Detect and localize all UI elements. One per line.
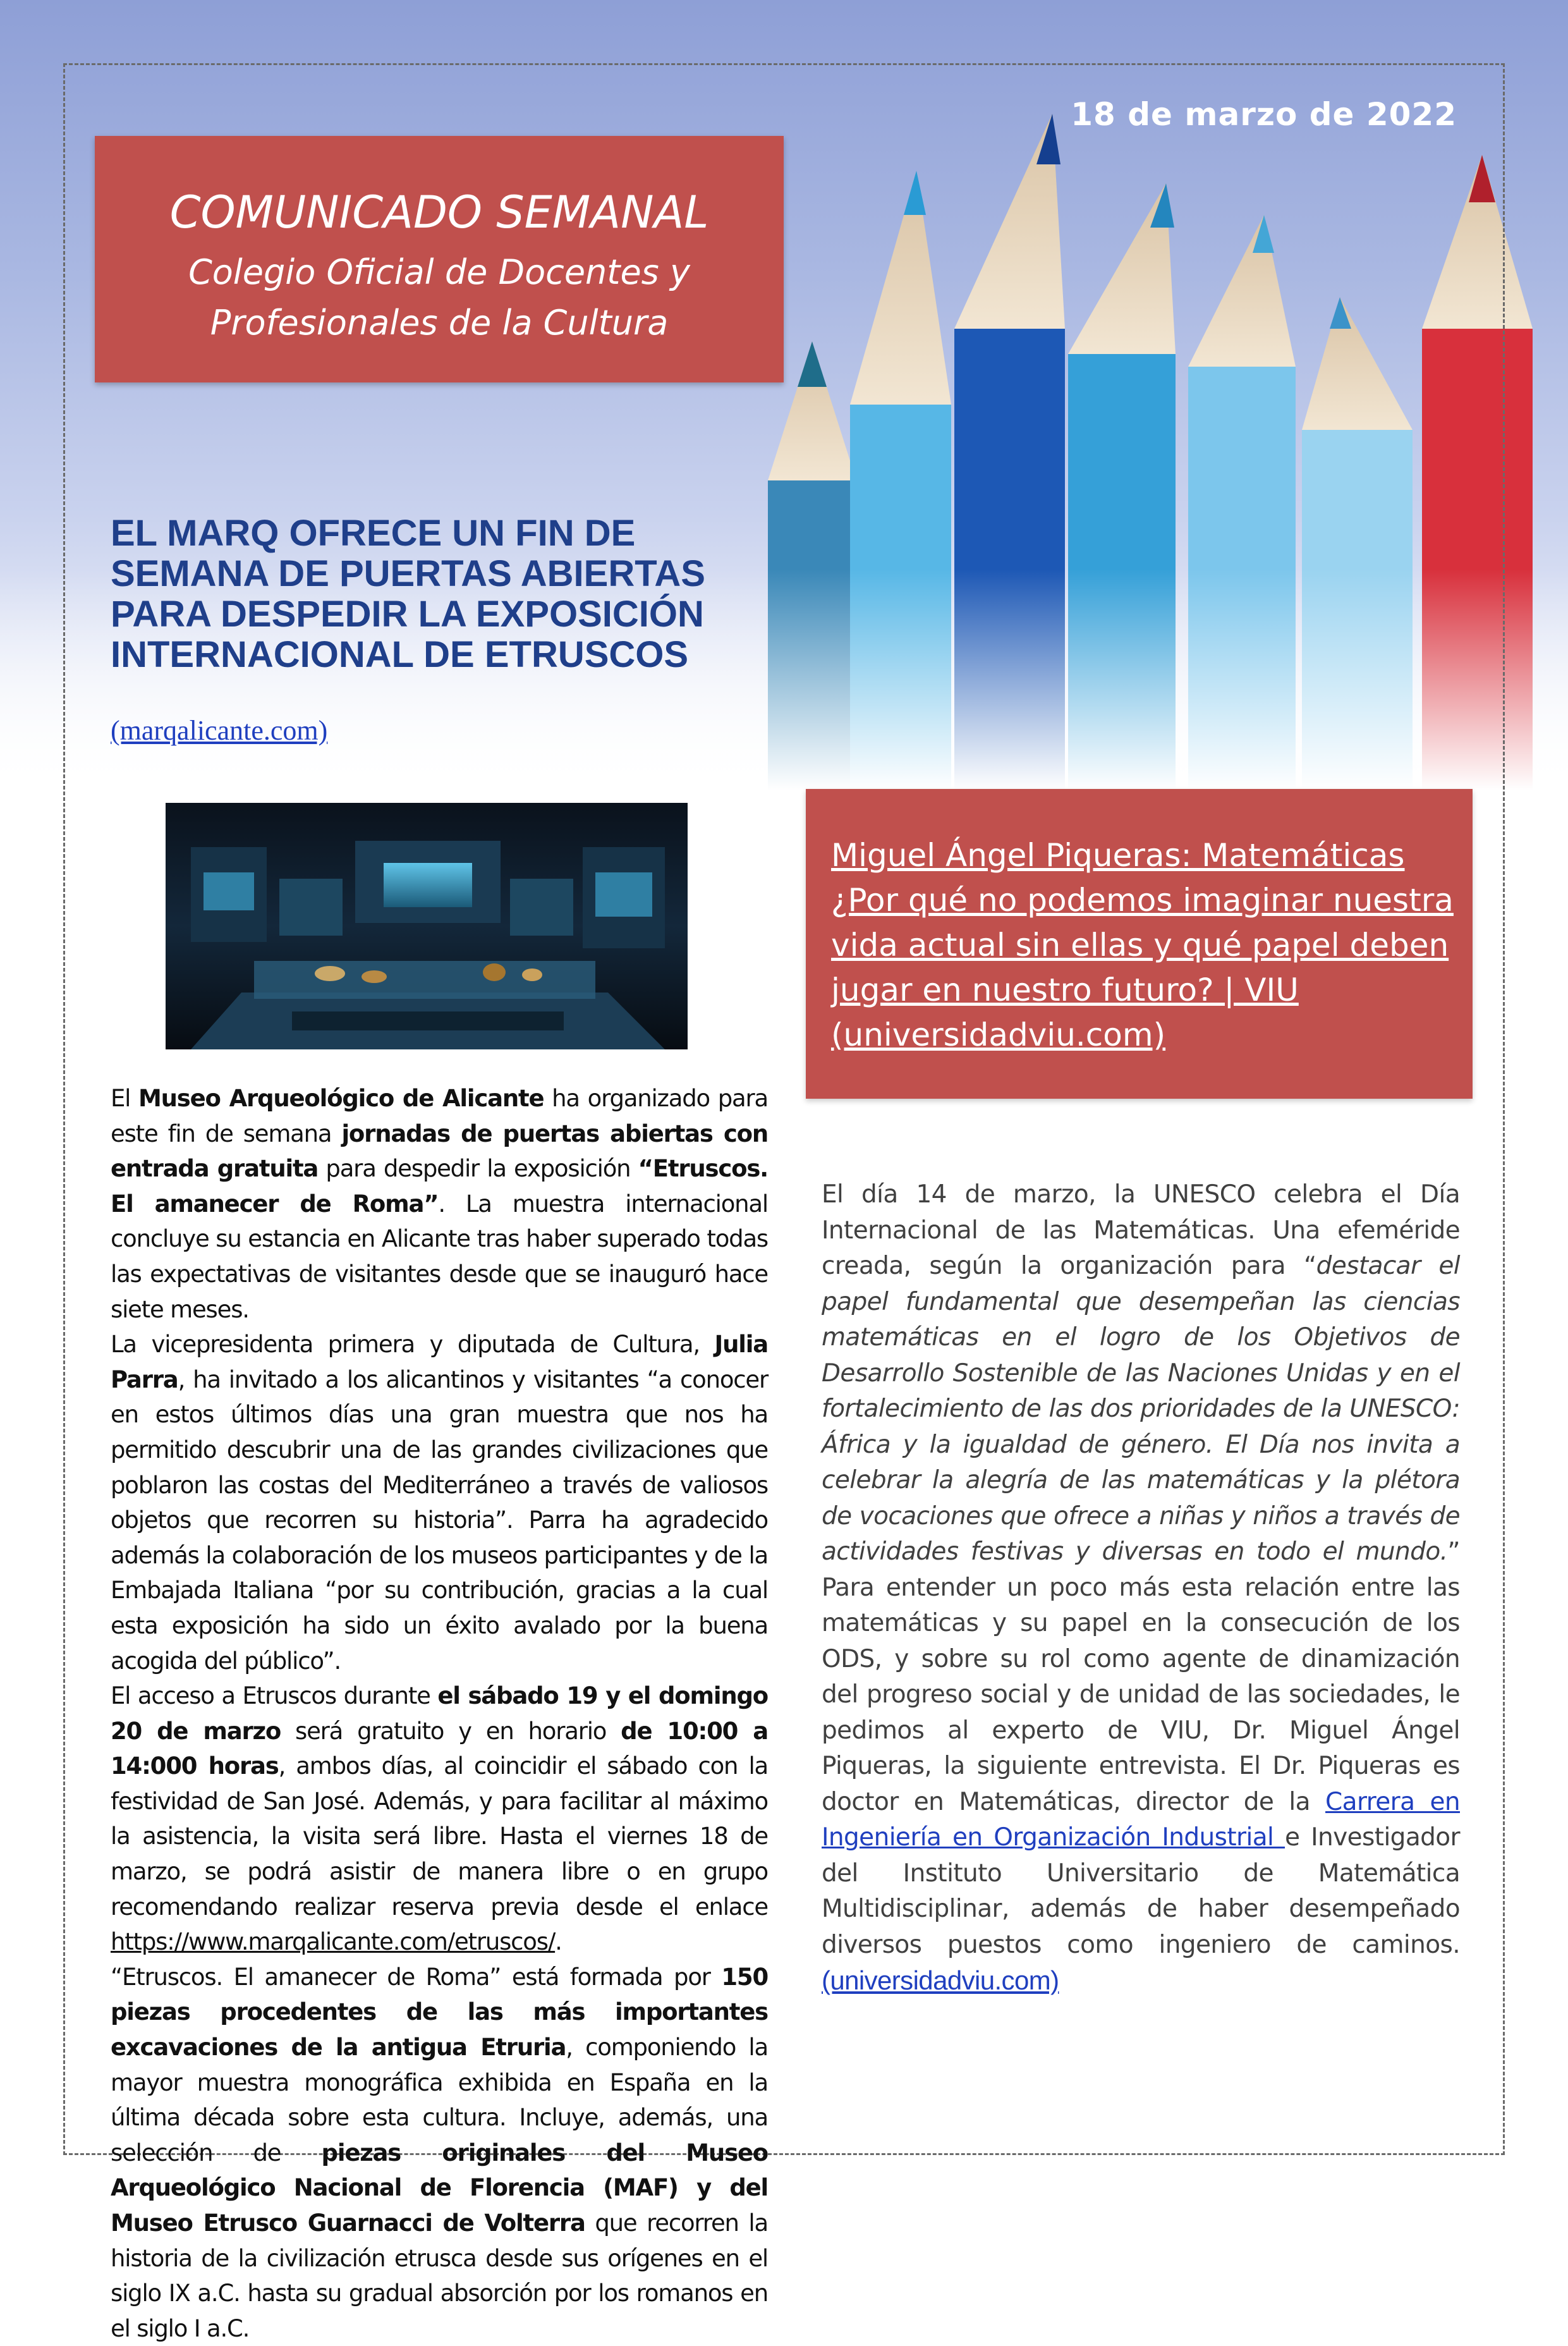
newsletter-title-box — [95, 136, 784, 382]
newsletter-subtitle — [95, 247, 784, 348]
newsletter-title: COMUNICADO SEMANAL — [169, 186, 709, 238]
bold-text: de 10:00 a 14:000 horas — [111, 1717, 768, 1780]
headline-line: SEMANA DE PUERTAS ABIERTAS — [111, 553, 705, 594]
museum-exhibition-photo — [166, 803, 688, 1049]
bold-text: el sábado 19 y el domingo 20 de marzo — [111, 1682, 768, 1745]
bold-text: piezas originales del Museo Arqueológico Nacional de Florencia (MAF) y del Museo Etrusco Guarnacci de Volterra — [111, 2139, 769, 2237]
text: , componiendo la mayor muestra monográfica exhibida en España en la última década sobre esta cultura. Incluye, además, una selección de — [111, 2034, 768, 2166]
etruscos-link[interactable]: https://www.marqalicante.com/etruscos/ — [111, 1928, 556, 1956]
bold-text: 150 piezas procedentes de las más importantes excavaciones de la antigua Etruria — [111, 1963, 768, 2062]
viu-article-box — [806, 789, 1473, 1099]
text: que recorren la historia de la civilización etrusca desde sus orígenes en el siglo IX a.C. hasta su gradual absorción por los romanos en el siglo I a.C. — [111, 2209, 768, 2342]
left-article-body — [111, 1081, 768, 2346]
text: será gratuito y en horario — [281, 1717, 621, 1745]
text: El día 14 de marzo, la UNESCO celebra el Día Internacional de las Matemáticas. Una efeméride creada, según la organización para “ — [822, 1180, 1460, 1280]
issue-date: 18 de marzo de 2022 — [1071, 96, 1457, 133]
course-link[interactable]: Carrera en Ingeniería en Organización Industrial — [822, 1787, 1460, 1852]
paragraph — [111, 1678, 768, 1960]
link-line: (universidadviu.com) — [831, 1017, 1166, 1053]
headline-line: EL MARQ OFRECE UN FIN DE — [111, 513, 636, 554]
bold-text: “Etruscos. El amanecer de Roma” — [111, 1155, 768, 1218]
text: “Etruscos. El amanecer de Roma” está formada por — [111, 1963, 722, 1991]
viu-source-link[interactable]: (universidadviu.com) — [822, 1965, 1059, 1995]
text: El acceso a Etruscos durante — [111, 1682, 438, 1710]
subtitle-line: Colegio Oficial de Docentes y — [188, 252, 690, 292]
text: para despedir la exposición — [318, 1155, 638, 1183]
paragraph — [822, 1177, 1460, 2000]
text: . La muestra internacional concluye su estancia en Alicante tras haber superado todas las expectativas de visitantes desde que se inauguró hace siete meses. — [111, 1190, 768, 1323]
bold-text: Julia Parra — [111, 1331, 768, 1393]
link-line: Miguel Ángel Piqueras: Matemáticas — [831, 837, 1405, 874]
italic-quote: destacar el papel fundamental que desempeñan las ciencias matemáticas en el logro de los Objetivos de Desarrollo Sostenible de las Naciones Unidas y en el fortalecimiento de las dos prioridades de la UNESCO: África y la igualdad de género. El Día nos invita a celebrar la alegría de las matemáticas y la plétora de vocaciones que ofrece a niñas y niños a través de actividades festivas y diversas en todo el mundo. — [822, 1252, 1461, 1566]
link-line: jugar en nuestro futuro? | VIU — [831, 972, 1299, 1008]
text: ” Para entender un poco más esta relación entre las matemáticas y su papel en la consecución de los ODS, y sobre su rol como agente de dinamización del progreso social y de unidad de las sociedades, le pedimos al experto de VIU, Dr. Miguel Ángel Piqueras, la siguiente entrevista. El Dr. Piqueras es doctor en Matemáticas, director de la — [822, 1537, 1460, 1816]
paragraph — [111, 1081, 768, 1327]
headline-line: PARA DESPEDIR LA EXPOSICIÓN — [111, 594, 704, 635]
paragraph — [111, 1960, 768, 2346]
headline-line: INTERNACIONAL DE ETRUSCOS — [111, 634, 689, 675]
paragraph — [111, 1327, 768, 1678]
text: La vicepresidenta primera y diputada de Cultura, — [111, 1331, 715, 1359]
text: ha organizado para este fin de semana — [111, 1085, 768, 1147]
bold-text: jornadas de puertas abiertas con entrada gratuita — [111, 1120, 768, 1183]
link-line: vida actual sin ellas y qué papel deben — [831, 927, 1449, 963]
text: , ambos días, al coincidir el sábado con la festividad de San José. Además, y para facilitar al máximo la asistencia, la visita será libre. Hasta el viernes 18 de marzo, se podrá asistir de manera libre o en grupo recomendando realizar reserva previa desde el enlace — [111, 1752, 769, 1921]
text: e Investigador del Instituto Universitario de Matemática Multidisciplinar, además de haber desempeñado diversos puestos como ingeniero de caminos. — [822, 1823, 1460, 1959]
text: . — [555, 1928, 562, 1956]
text: El — [111, 1085, 139, 1112]
subtitle-line: Profesionales de la Cultura — [210, 303, 669, 343]
link-line: ¿Por qué no podemos imaginar nuestra — [831, 882, 1454, 919]
left-article-headline — [111, 513, 787, 675]
text: , ha invitado a los alicantinos y visitantes “a conocer en estos últimos días una gran muestra que nos ha permitido descubrir una de las grandes civilizaciones que poblaron las costas del Mediterráneo a través de valiosos objetos que recorren su historia”. Parra ha agradecido además la colaboración de los museos participantes y de la Embajada Italiana “por su contribución, gracias a la cual esta exposición ha sido un éxito avalado por la buena acogida del público”. — [111, 1365, 768, 1675]
exhibition-hall-image — [166, 803, 688, 1049]
bold-text: Museo Arqueológico de Alicante — [138, 1085, 544, 1112]
right-article-body — [822, 1177, 1460, 2000]
marq-source-link[interactable]: (marqalicante.com) — [111, 715, 328, 746]
viu-article-link[interactable] — [831, 837, 1454, 1053]
